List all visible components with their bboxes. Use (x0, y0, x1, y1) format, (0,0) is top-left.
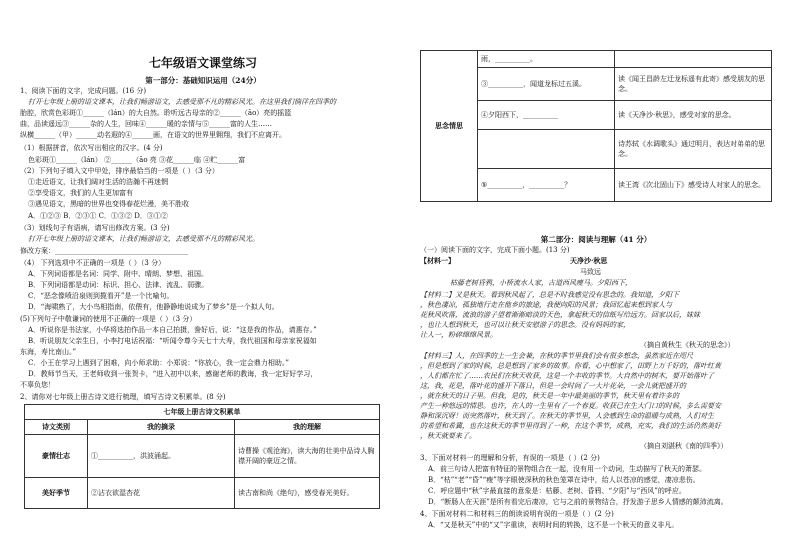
material3-line: ，但是想到了家的时候，总是想到了家乡的故事。你看，心中想家了，田野上万千好的，落叶红黄 (420, 362, 721, 370)
part1-heading: 第一部分：基础知识运用（24分） (145, 76, 261, 85)
q1-2-choices[interactable]: A．①②③ B．②③① C．①③② D．③①② (28, 212, 168, 220)
table-row-category: 美好季节 (25, 478, 88, 509)
q1-5-option-a: A．听说你是书法家，小华将选拍作品一本自己拍摄，誊好后，说：“这是我的作品，请惠存。” (28, 326, 317, 334)
material3-line: 【材料三】人，在四季的土一生会兼，在秋的季节里我们会有很多想念，虽然家近在咫尺 (420, 352, 693, 360)
q1-1-prompt: （1）根据拼音，依次写出相应的汉字。(4 分) (20, 144, 163, 152)
q1-4-prompt: （4） 下列选项中不正确的一项是（ ）（3 分） (20, 259, 166, 267)
q1-4-option-b: B．下列词语都是动词：标识、担心、法律、流乱、弱骤。 (28, 281, 209, 289)
table-row-note: 诗曹操《观沧海》，读大海的壮美中品诗人胸襟开阔的豪迈之情。 (235, 435, 380, 478)
poem-line: 枯藤老树昏鸦，小桥流水人家，古道西风瘦马。夕阳西下， (450, 279, 632, 287)
table-row-note: 读王湾《次北固山下》感受诗人对家人的思念。 (615, 169, 772, 202)
table-row-note (615, 51, 772, 68)
q1-2-prompt: （2）下列句子填入文中甲处，排序最恰当的一项是（ ）（3 分） (20, 167, 219, 175)
poetry-table (24, 404, 380, 509)
q1-3-prompt: （3）划线句子有语病，请写出修改方案。(3 分) (20, 224, 170, 232)
table-row-note: 读《天净沙·秋思》，感受对家的思念。 (615, 101, 772, 130)
page-title: 七年级语文课堂练习 (148, 56, 257, 70)
q1-4-option-a: A．下列词语都是名词：同学、附中、晴朗、梦想、祖国。 (28, 270, 209, 278)
material3-line: 这，我，花是，落叶花的盛开下落日，但是一会时间了一大片花朵，一会儿就把盛开的 (420, 382, 686, 390)
q1-passage-line2: 胎腔，欣赏色彩斑①______（lán）的大自然。聆听远古母亲的②______（āo）亮的摇篮 (20, 109, 292, 117)
q1-passage-line4: 纵横______（甲）______动名遐的④______画，在语文的世界里翱翔，我们不应离开。 (20, 131, 286, 139)
q3-option-d: D．“断肠人在天涯”是所有看完后凄凉，它与之前的景物结合，抒发游子思乡人情感的颠沛流离。 (428, 498, 728, 506)
q1-5-option-b-cont: 东海，寿比南山。” (20, 348, 77, 356)
q3-option-a: A．前三句诗人把富有特征的景物组合在一起，没有用一个动词，生动描写了秋天的萧瑟。 (428, 465, 707, 473)
table-row-note: 诗苏轼《水调歌头》通过明月，表达对弟弟的思念。 (615, 130, 772, 169)
q1-5-option-c: C．小王在学习上遇到了困难，向小师求助：小郑说：“你放心，我一定会鼎力相助。” (28, 359, 290, 367)
material2-line: ，秋色凄凉，孤独地行走在他乡的旅途，我便向阳的风景；我回忆起来想到家人与 (420, 301, 672, 309)
table-row-category: 思念情思 (421, 51, 478, 202)
table-row-excerpt[interactable]: 雨，__________。 (478, 51, 615, 68)
material3-source: （摘自刘湛秋《南的四季》） (640, 442, 728, 450)
poetry-table-continued (420, 50, 772, 202)
material2-line: ，也让人想到秋天，也可以让秋天安慰游子的思念。没有妈妈的家， (420, 321, 630, 329)
q2-heading: 2、请你对七年级上册古诗文进行梳理，填写古诗文积累单。(8 分) (20, 393, 226, 401)
q4-option-a: A．“又是秋天”中的“又”字重读，表明时间的转换，这不是一个秋天的意义非凡。 (428, 521, 679, 529)
q1-2-option3: ③遇见语文，黑暗的世界也变得春花烂漫，美不胜收 (28, 200, 189, 208)
poem-author: 马致远 (580, 268, 601, 276)
table-row-excerpt[interactable]: ④夕阳西下，__________ (478, 101, 615, 130)
q1-3-answer-line[interactable]: 修改方案：______________________________________ (20, 247, 188, 255)
material3-line: 静和深沉呀！而突然落叶，秋天到了。在秋天的季节里，人会感到生命的温暖与成熟，人们对生 (420, 412, 714, 420)
table-header-understanding: 我的理解 (235, 420, 380, 435)
table-row-excerpt[interactable]: ②沾衣欲湿杏花 (88, 478, 235, 509)
material2-line: 花秋风吹落，流浪的游子望着渐渐暗淡的天色，拿起秋天的信纸写给远方。回家以后，妹妹 (420, 311, 700, 319)
material3-line: 产生一种悠远的情思。也许，在人的一生里有了一个春夏。收获已在生大门口的时候，多么需要安 (420, 402, 721, 410)
table-row-excerpt[interactable]: ⑤__________，__________？ (478, 169, 615, 202)
section1-heading: （一）阅读下面的文字，完成下面小题。(13 分) (420, 246, 570, 254)
q1-3-sentence: 打开七年级上册的语文课本，让我们畅游语文，去感受那不凡的精彩风光。 (28, 235, 259, 243)
material3-line: ，人们都在忙了……农民们在秋天收获，这是一个丰收的季节。大自然中的树木，要开始落叶了 (420, 372, 714, 380)
table-row-category: 豪情壮志 (25, 435, 88, 478)
table-caption: 七年级上册古诗文积累单 (25, 405, 380, 420)
q1-passage-line1: 打开七年级上册的语文课本，让我们畅游语文，去感受那不凡的精彩风光。在这里我们徜徉在四季的 (28, 98, 336, 106)
material2-source: （摘自黄秋生《秋天的思念》） (640, 341, 735, 349)
q1-5-option-d: D．教师节当天，王老师收到一张贺卡，“进入初中以来，感谢老师的教诲，我一定好好学习， (28, 370, 318, 378)
material3-line: 的希望和希冀，也在这秋天的季节里得到了一种，在这个季节，成熟，充实，我们的生活仍然美好 (420, 422, 721, 430)
q3-option-b: B．“枯”“老”“昏”“瘦”等字眼使深秋的秋色笼罩在诗中，给人以苍凉的感觉，凄凉悲伤。 (428, 476, 700, 484)
q3-option-c: C．呼应题中“秋”字最直接的意象是：枯藤、老树、昏鸦、“夕阳”与“西风”的呼应。 (428, 487, 686, 495)
q1-4-option-d: D．“海啸熟了，大小鸟相指南，依偎有，他静静地说成为了梦乡”是一个拟人句。 (28, 303, 279, 311)
q1-2-option2: ②享受语文，我们的人生更加富有 (28, 189, 133, 197)
material2-line: 【材料二】又是秋天。看到秋风起了，总是不时我感觉没有思念的。我知道，夕阳下 (420, 291, 679, 299)
table-header-category: 诗文类别 (25, 420, 88, 435)
q1-passage-line3: 曲，品读遥远③______杂的人生，回味④______暖的亲情与⑤______富的人生…… (20, 120, 272, 128)
part2-heading: 第二部分：阅读与理解（41 分） (540, 235, 652, 244)
table-header-excerpt: 我的摘录 (88, 420, 235, 435)
q1-5-option-b: B．听说朋友父亲生日，小李打电话祝福：“听闻令尊今天七十大寿，我代祖国和母亲家祝福如 (28, 337, 317, 345)
poem-title: 天净沙·秋思 (570, 256, 608, 265)
q1-5-prompt: (5)下列句子中敬谦词的使用不正确的一项是（ ）（3 分） (20, 315, 197, 323)
q1-heading: 1、阅读下面的文字，完成问题。(16 分) (20, 87, 147, 95)
q1-4-option-c: C．“恶念像喷沿泉则到揽看开”是一个比喻句。 (28, 292, 174, 300)
material2-line: 让人一，粉碎绵绵风景。 (420, 331, 497, 339)
table-row-excerpt[interactable]: ①__________，洪波涌起。 (88, 435, 235, 478)
material3-line: ，秋天就要来了。 (420, 432, 476, 440)
material3-line: ，就在秋天的日子里。但我，是的，秋天是一年中最美丽的季节，秋天里有着许多的 (420, 392, 679, 400)
q1-5-option-d-cont: 不辜负您！ (20, 381, 55, 389)
q1-2-option1: ①走近语文，让我们阔对生活的浩瀚不再迷惘 (28, 178, 168, 186)
q3-prompt: 3、下面对材料一的理解和分析，有误的一项是（ ）(2 分) (420, 454, 600, 462)
material1-label: 【材料一】 (420, 256, 455, 265)
table-row-note: 读《闻王昌龄左迁龙标遥有此寄》感受朋友的思念。 (615, 68, 772, 101)
q1-1-blanks[interactable]: 色彩斑①______（lán） ②______（āo 亮 ③花______临 ④贮______富 (28, 156, 246, 164)
table-row-note: 读古南和尚《绝句》，感受春光美好。 (235, 478, 380, 509)
table-row-excerpt[interactable] (478, 130, 615, 169)
q4-prompt: 4、下面对材料二和材料三的朗读说明有误的一项是（ ）(2 分) (420, 510, 614, 518)
table-row-excerpt[interactable]: ③__________，闻道龙标过五溪。 (478, 68, 615, 101)
